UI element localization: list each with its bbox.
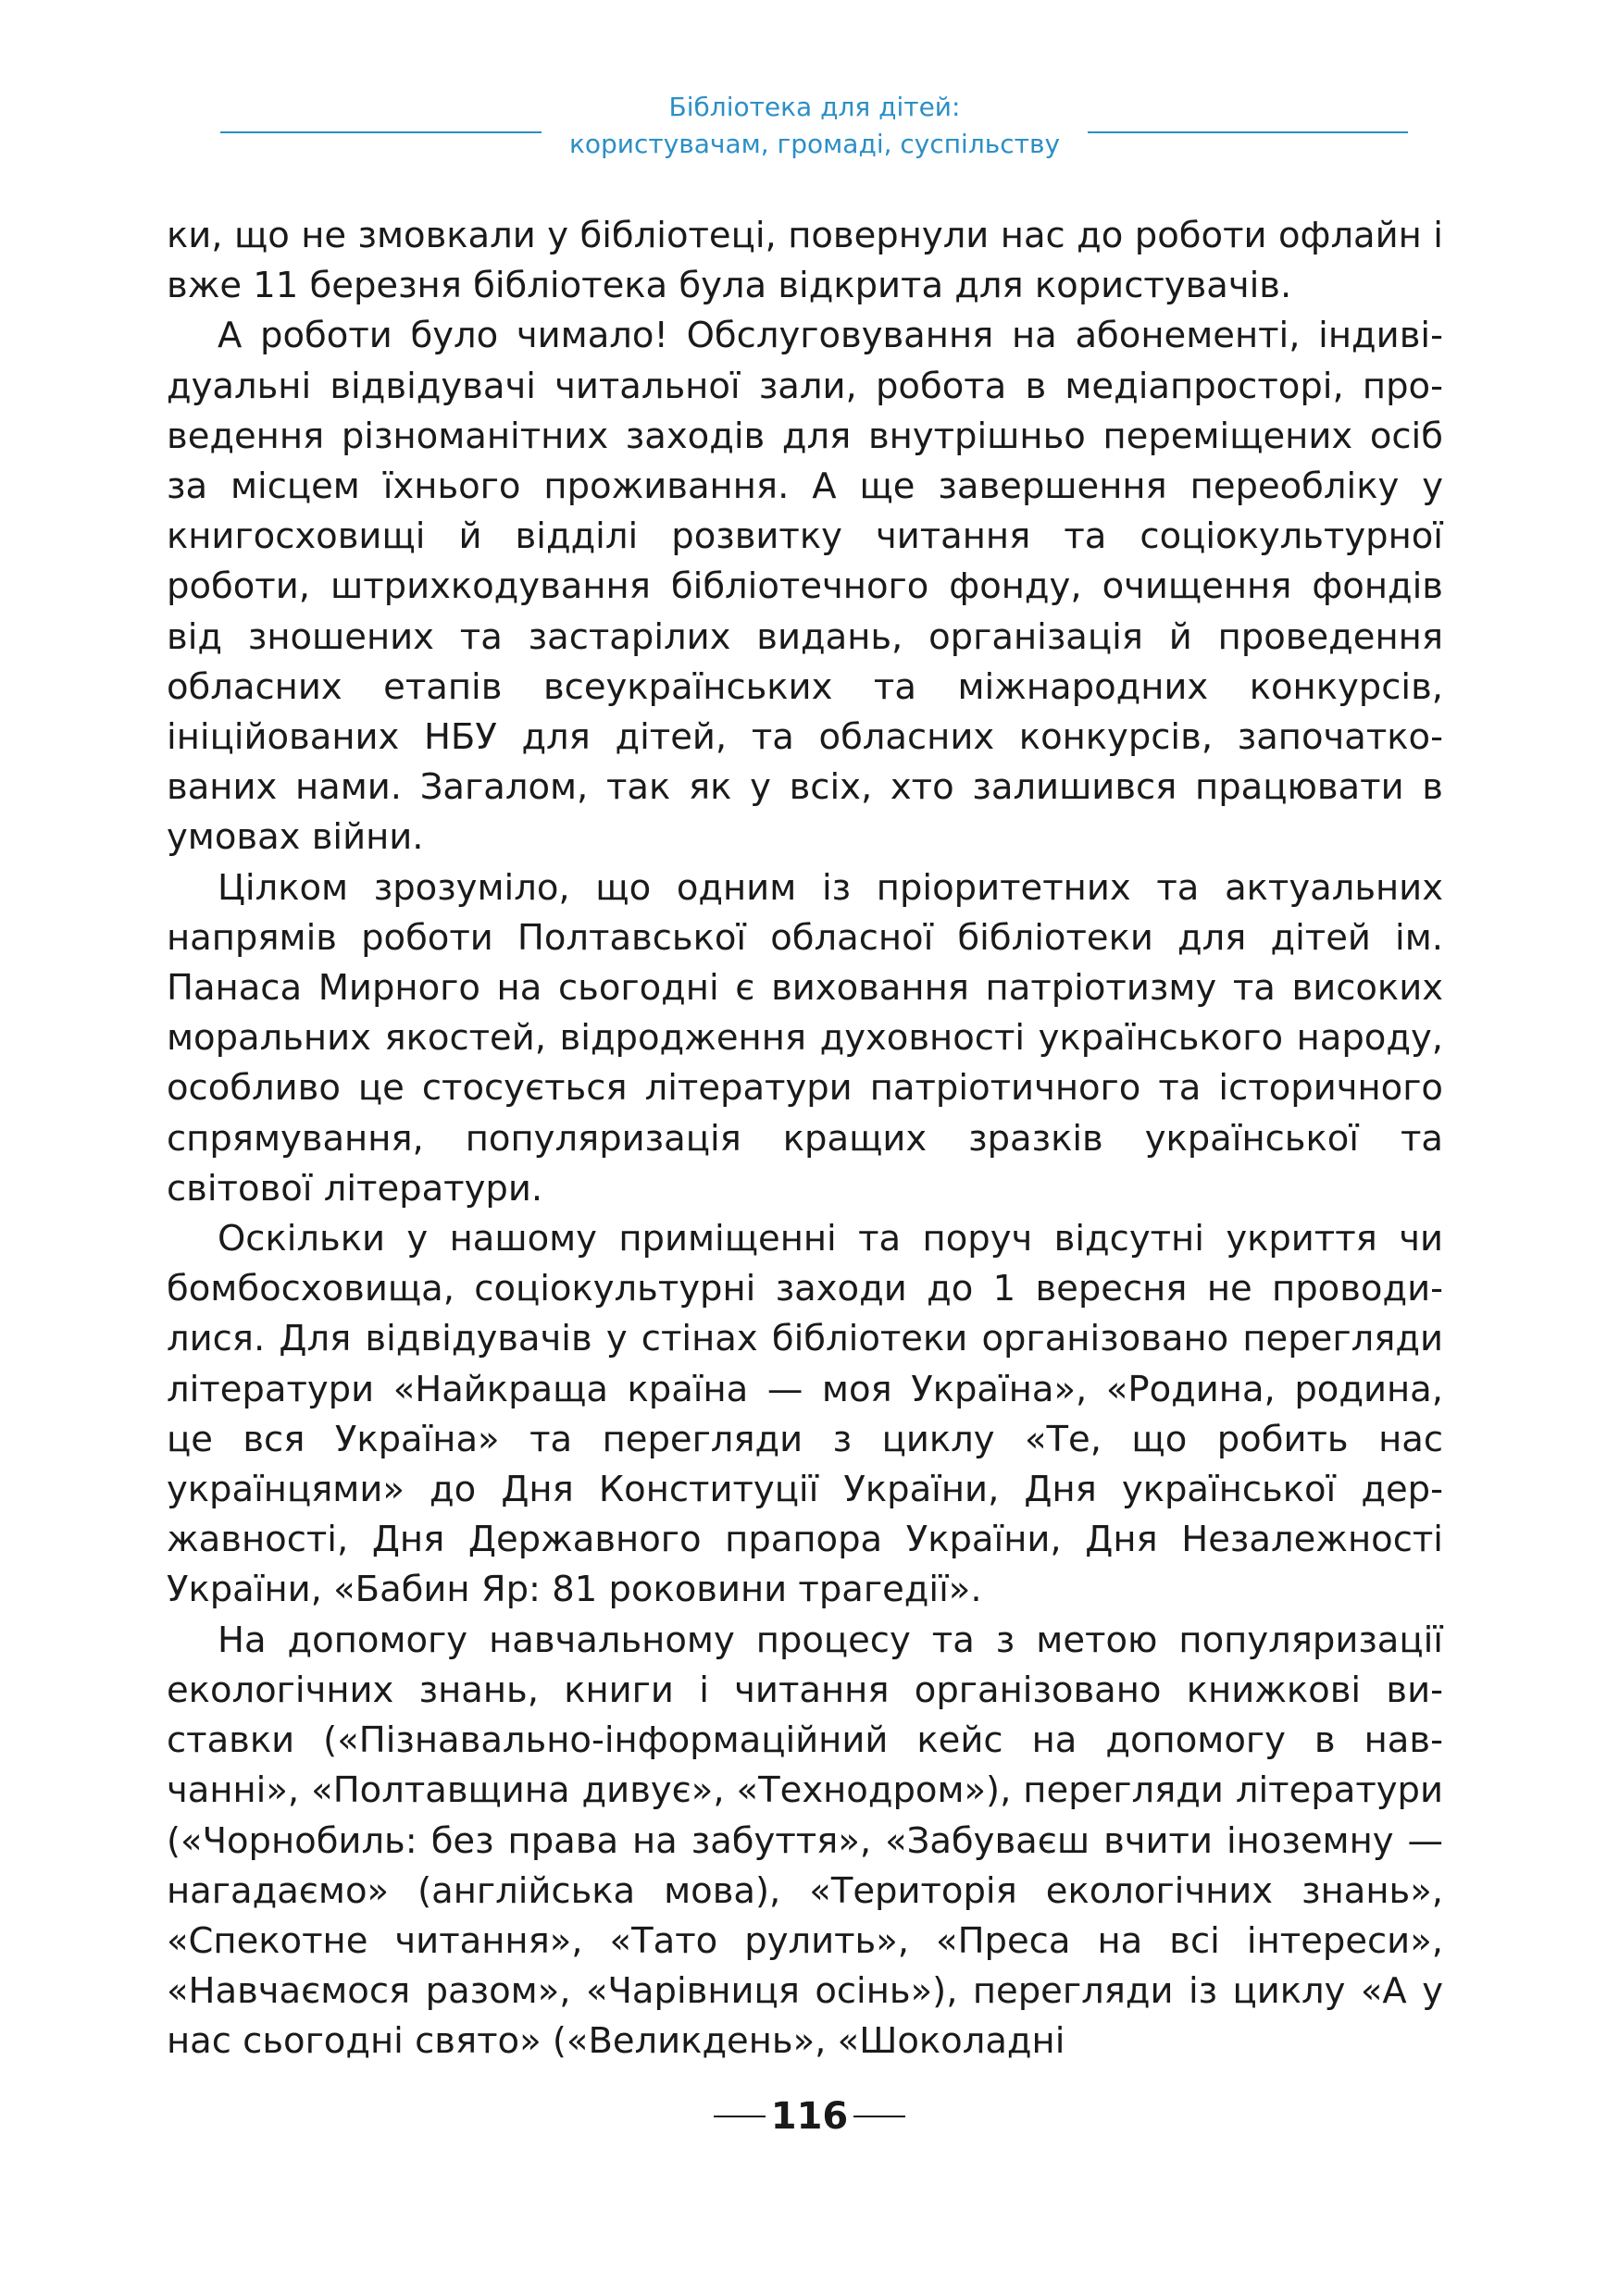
header-title-line-2: користувачам, громаді, суспільству <box>568 129 1061 159</box>
running-header-title <box>542 89 1088 163</box>
paragraph-4: Оскільки у нашому приміщенні та поруч відсутні укриття чи бомбосховища, соціокультурні заходи до 1 вересня не проводилися. Для відвідувачів у стінах бібліотеки організовано перегляди літератури «Найкраща країна — моя Україна», «Родина, родина, це вся Україна» та перегляди з циклу «Те, що робить нас українцями» до Дня Конституції України, Дня української державності, Дня Державного прапора України, Дня Незалежності України, «Бабин Яр: 81 роковини трагедії». <box>167 1218 1443 1611</box>
header-title-line-1: Бібліотека для дітей: <box>668 92 961 122</box>
paragraph-1: ки, що не змовкали у бібліотеці, повернули нас до роботи офлайн і вже 11 березня бібліотека була відкрита для користувачів. <box>167 215 1443 307</box>
folio-rule-right <box>853 2116 905 2117</box>
folio-rule-left <box>714 2116 766 2117</box>
paragraph-2: А роботи було чимало! Обслуговування на абонементі, індивідуальні відвідувачі читальної зали, робота в медіапросторі, проведення різноманітних заходів для внутрішньо переміщених осіб за місцем їхнього проживання. А ще завершення переобліку у книгосховищі й відділі розвитку читання та соціокультурної роботи, штрихкодування бібліотечного фонду, очищення фондів від зношених та застарілих видань, організація й проведення обласних етапів всеукраїнських та міжнародних конкурсів, ініційованих НБУ для дітей, та обласних конкурсів, започаткованих нами. Загалом, так як у всіх, хто залишився працювати в умовах війни. <box>167 315 1443 859</box>
page-number: 116 <box>770 2095 849 2138</box>
header-rule-left <box>220 131 542 133</box>
body-text <box>167 211 1443 2067</box>
page-number-footer <box>0 2093 1619 2140</box>
header-rule-right <box>1088 131 1408 133</box>
paragraph-3: Цілком зрозуміло, що одним із пріоритетних та актуальних напрямів роботи Полтавської обласної бібліотеки для дітей ім. Панаса Мирного на сьогодні є виховання патріотизму та високих моральних якостей, відродження духовності українського народу, особливо це стосується літератури патріотичного та історичного спрямування, популяризація кращих зразків української та світової літератури. <box>167 866 1443 1210</box>
paragraph-5: На допомогу навчальному процесу та з метою популяризації екологічних знань, книги і читання організовано книжкові виставки («Пізнавально-інформаційний кейс на допомогу в навчанні», «Полтавщина дивує», «Технодром»), перегляди літератури («Чорнобиль: без права на забуття», «Забуваєш вчити іноземну — нагадаємо» (англійська мова), «Територія екологічних знань», «Спекотне читання», «Тато рулить», «Преса на всі інтереси», «Навчаємося разом», «Чарівниця осінь»), перегляди із циклу «А у нас сьогодні свято» («Великдень», «Шоколадні <box>167 1619 1443 2063</box>
running-header <box>0 89 1619 172</box>
